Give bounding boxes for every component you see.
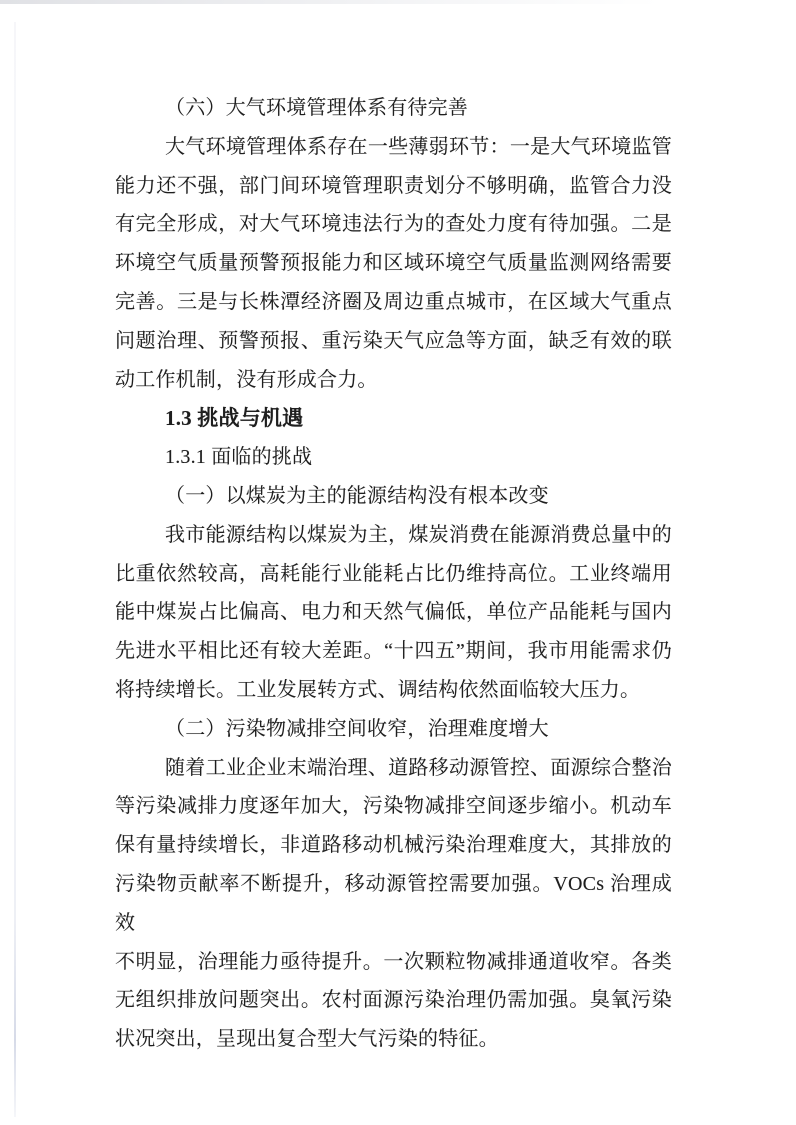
text-line: 不明显，治理能力亟待提升。一次颗粒物减排通道收窄。各类 xyxy=(115,950,672,973)
text-line: 等污染减排力度逐年加大，污染物减排空间逐步缩小。机动车 xyxy=(115,795,672,818)
text-line: 保有量持续增长，非道路移动机械污染治理难度大，其排放的 xyxy=(115,834,672,857)
text-line: 环境空气质量预警预报能力和区域环境空气质量监测网络需要 xyxy=(115,252,672,275)
text-line: 动工作机制，没有形成合力。 xyxy=(115,368,378,391)
text-line: 有完全形成，对大气环境违法行为的查处力度有待加强。二是 xyxy=(115,213,672,236)
sub-heading: （二）污染物减排空间收窄，治理难度增大 xyxy=(165,717,549,740)
text-line: 无组织排放问题突出。农村面源污染治理仍需加强。臭氧污染 xyxy=(115,989,672,1012)
text-line: 先进水平相比还有较大差距。“十四五”期间，我市用能需求仍 xyxy=(115,640,672,663)
text-line: 将持续增长。工业发展转方式、调结构依然面临较大压力。 xyxy=(115,678,641,701)
text-line: 污染物贡献率不断提升，移动源管控需要加强。VOCs 治理成效 xyxy=(115,872,672,934)
document-content xyxy=(115,89,672,1059)
text-line: 大气环境管理体系存在一些薄弱环节：一是大气环境监管 xyxy=(165,135,672,158)
scan-edge-artifact-top xyxy=(0,0,660,4)
text-line: 完善。三是与长株潭经济圈及周边重点城市，在区域大气重点 xyxy=(115,290,672,313)
text-line: 比重依然较高，高耗能行业能耗占比仍维持高位。工业终端用 xyxy=(115,562,672,585)
text-line: 随着工业企业末端治理、道路移动源管控、面源综合整治 xyxy=(165,756,672,779)
text-line: 问题治理、预警预报、重污染天气应急等方面，缺乏有效的联 xyxy=(115,329,672,352)
sub-heading: 1.3.1 面临的挑战 xyxy=(165,446,313,469)
text-line: 状况突出，呈现出复合型大气污染的特征。 xyxy=(115,1028,499,1051)
text-line: 能力还不强，部门间环境管理职责划分不够明确，监管合力没 xyxy=(115,174,672,197)
scan-edge-artifact-left xyxy=(14,22,16,1117)
sub-heading: （六）大气环境管理体系有待完善 xyxy=(165,97,468,119)
text-line: 我市能源结构以煤炭为主，煤炭消费在能源消费总量中的 xyxy=(165,523,672,546)
sub-heading: （一）以煤炭为主的能源结构没有根本改变 xyxy=(165,484,549,507)
text-line: 能中煤炭占比偏高、电力和天然气偏低，单位产品能耗与国内 xyxy=(115,601,672,624)
section-heading: 1.3 挑战与机遇 xyxy=(165,406,304,431)
